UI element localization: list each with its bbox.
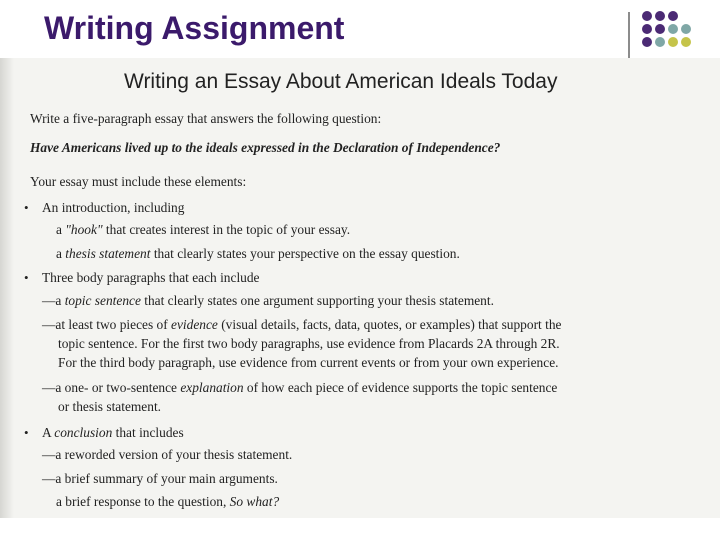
dot-purple — [642, 24, 652, 34]
dot-teal — [681, 24, 691, 34]
body-item-evidence — [42, 317, 561, 333]
text: of how each piece of evidence supports the topic sentence — [243, 380, 558, 395]
dot-empty — [681, 11, 691, 21]
conclusion-item-so-what — [56, 494, 279, 510]
dot-purple — [668, 11, 678, 21]
text: (visual details, facts, data, quotes, or examples) that support the — [217, 317, 562, 332]
title-divider — [628, 12, 630, 58]
dot-purple — [655, 11, 665, 21]
body-heading: Three body paragraphs that each include — [42, 270, 260, 285]
conclusion-item-summary: —a brief summary of your main arguments. — [42, 471, 278, 486]
body-item-explanation — [42, 380, 557, 396]
dot-teal — [655, 37, 665, 47]
intro-item-hook — [56, 222, 350, 238]
emphasis: topic sentence — [64, 293, 141, 308]
document-heading: Writing an Essay About American Ideals Today — [124, 70, 558, 93]
elements-intro: Your essay must include these elements: — [30, 174, 247, 189]
emphasis: explanation — [180, 380, 244, 395]
decorative-dot-grid — [642, 11, 691, 47]
emphasis: "hook" — [65, 222, 103, 237]
body-item-topic — [42, 293, 494, 309]
text: a — [56, 246, 66, 261]
dot-purple — [642, 11, 652, 21]
intro-item-thesis — [56, 246, 460, 262]
emphasis: So what? — [229, 494, 280, 509]
dot-yellow — [681, 37, 691, 47]
body-item-explanation-line2: or thesis statement. — [58, 399, 162, 414]
dot-purple — [642, 37, 652, 47]
dot-yellow — [668, 37, 678, 47]
emphasis: evidence — [171, 317, 218, 332]
conclusion-item-reworded: —a reworded version of your thesis statement. — [42, 447, 293, 462]
intro-text: Write a five-paragraph essay that answers the following question: — [30, 111, 382, 126]
introduction-heading: An introduction, including — [42, 200, 185, 215]
scan-shadow-edge — [0, 58, 14, 518]
bullet-icon: • — [24, 270, 29, 285]
text: that clearly states one argument supporting your thesis statement. — [140, 293, 494, 308]
emphasis: thesis statement — [65, 246, 151, 261]
conclusion-heading — [42, 425, 184, 441]
essay-question: Have Americans lived up to the ideals expressed in the Declaration of Independence? — [30, 140, 501, 155]
text: that includes — [112, 425, 184, 440]
text: —a — [42, 293, 65, 308]
text: —at least two pieces of — [42, 317, 172, 332]
dot-teal — [668, 24, 678, 34]
text: a — [56, 222, 66, 237]
text: that clearly states your perspective on the essay question. — [150, 246, 460, 261]
text: a brief response to the question, — [56, 494, 230, 509]
text: A — [42, 425, 55, 440]
dot-purple — [655, 24, 665, 34]
bullet-icon: • — [24, 200, 29, 215]
emphasis: conclusion — [54, 425, 113, 440]
slide-title: Writing Assignment — [44, 10, 345, 46]
body-item-evidence-line3: For the third body paragraph, use evidence from current events or from your own experience. — [58, 355, 559, 370]
text: that creates interest in the topic of your essay. — [102, 222, 351, 237]
body-item-evidence-line2: topic sentence. For the first two body paragraphs, use evidence from Placards 2A through 2R. — [58, 336, 560, 351]
text: —a one- or two-sentence — [42, 380, 181, 395]
bullet-icon: • — [24, 425, 29, 440]
